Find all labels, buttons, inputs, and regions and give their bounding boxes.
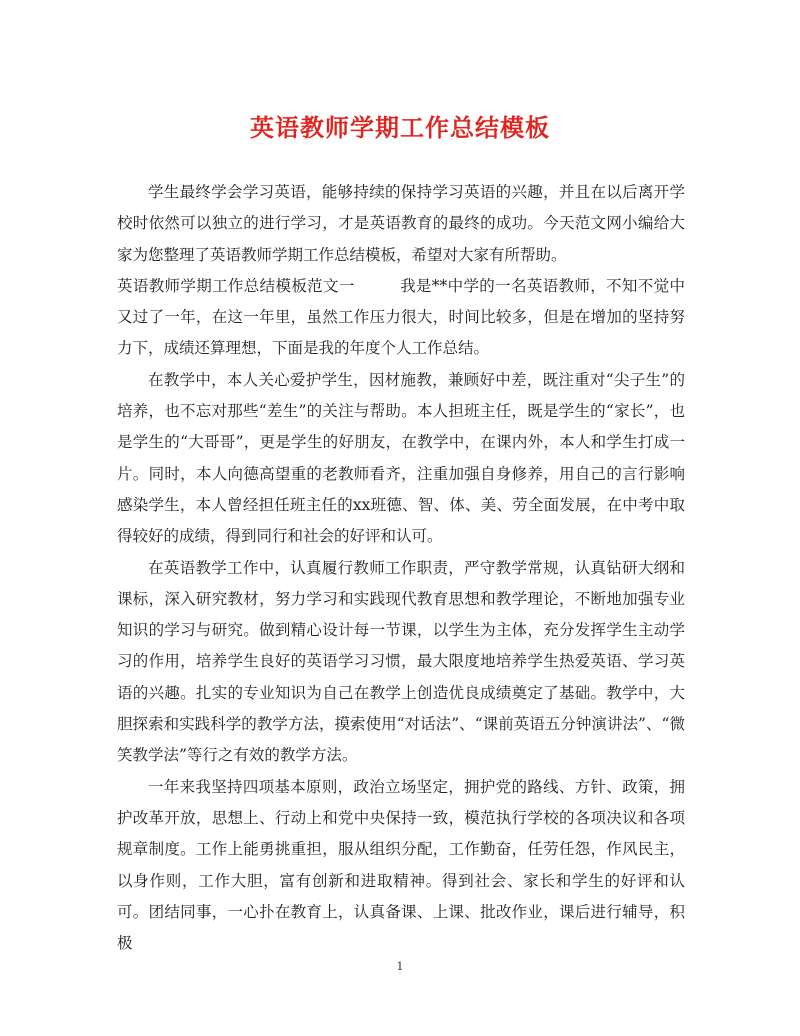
document-body: [117, 177, 685, 959]
document-title: 英语教师学期工作总结模板: [250, 113, 550, 142]
sample-opening: 我是**中学的一名英语教师，不知不觉中又过了一年，在这一年里，虽然工作压力很大，时间比较多，但是在增加的坚持努力下，成绩还算理想，下面是我的年度个人工作总结。: [117, 276, 685, 358]
body-paragraph-1: 在教学中，本人关心爱护学生，因材施教，兼顾好中差，既注重对“尖子生”的培养，也不忘对那些“差生”的关注与帮助。本人担班主任，既是学生的“家长”，也是学生的“大哥哥”，更是学生的好朋友，在教学中，在课内外，本人和学生打成一片。同时，本人向德高望重的老教师看齐，注重加强自身修养，用自己的言行影响感染学生，本人曾经担任班主任的xx班德、智、体、美、劳全面发展，在中考中取得较好的成绩，得到同行和社会的好评和认可。: [117, 370, 685, 546]
intro-paragraph: 学生最终学会学习英语，能够持续的保持学习英语的兴趣，并且在以后离开学校时依然可以独立的进行学习，才是英语教育的最终的成功。今天范文网小编给大家为您整理了英语教师学期工作总结模板，希望对大家有所帮助。: [117, 183, 685, 264]
body-paragraph-3: 一年来我坚持四项基本原则，政治立场坚定，拥护党的路线、方针、政策，拥护改革开放，思想上、行动上和党中央保持一致，模范执行学校的各项决议和各项规章制度。工作上能勇挑重担，服从组织分配，工作勤奋，任劳任怨，作风民主，以身作则，工作大胆，富有创新和进取精神。得到社会、家长和学生的好评和认可。团结同事，一心扑在教育上，认真备课、上课、批改作业，课后进行辅导，积极: [117, 777, 685, 953]
body-paragraph-2: 在英语教学工作中，认真履行教师工作职责，严守教学常规，认真钻研大纲和课标，深入研究教材，努力学习和实践现代教育思想和教学理论，不断地加强专业知识的学习与研究。做到精心设计每一节课，以学生为主体，充分发挥学生主动学习的作用，培养学生良好的英语学习习惯，最大限度地培养学生热爱英语、学习英语的兴趣。扎实的专业知识为自己在教学上创造优良成绩奠定了基础。教学中，大胆探索和实践科学的教学方法，摸索使用“对话法”、“课前英语五分钟演讲法”、“微笑教学法”等行之有效的教学方法。: [117, 558, 685, 765]
sample-paragraph: [117, 271, 685, 365]
page-number: 1: [396, 960, 404, 973]
sample-heading: 英语教师学期工作总结模板范文一: [117, 276, 355, 295]
